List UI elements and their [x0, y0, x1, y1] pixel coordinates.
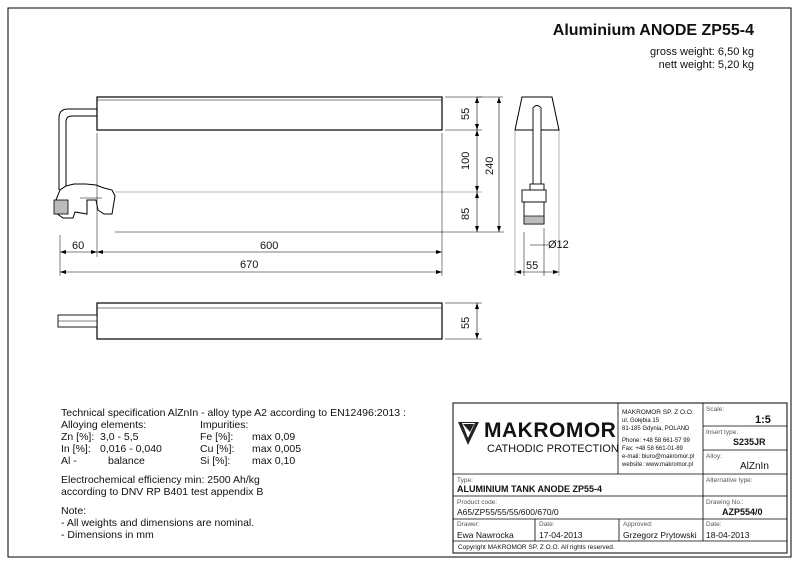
- approval-date-value: 18-04-2013: [706, 530, 750, 540]
- anode-body: [97, 97, 442, 130]
- note-title: Note:: [61, 505, 87, 517]
- type-label: Type:: [457, 477, 473, 484]
- alloy-element: Zn [%]:: [61, 431, 95, 443]
- date-label: Date:: [539, 521, 555, 528]
- dim-diameter-12: Ø12: [548, 239, 569, 251]
- alloy-value: 3,0 - 5,5: [100, 431, 139, 443]
- alloy-label: Alloy:: [706, 453, 722, 460]
- type-value: ALUMINIUM TANK ANODE ZP55-4: [457, 484, 603, 494]
- drawing-title: Aluminium ANODE ZP55-4: [552, 22, 754, 39]
- brand-subtitle: CATHODIC PROTECTION: [487, 443, 619, 455]
- impurity-value: max 0,10: [252, 455, 296, 467]
- company-phone: Phone: +48 58 661-57 99: [622, 438, 690, 444]
- spec-line: Technical specification AlZnIn - alloy type A2 according to EN12496:2013 :: [61, 407, 406, 419]
- front-view: [54, 97, 504, 276]
- approved-value: Grzegorz Prytowski: [623, 530, 697, 540]
- drawing-no-value: AZP554/0: [722, 507, 763, 517]
- nett-weight: nett weight: 5,20 kg: [658, 59, 754, 71]
- company-name: MAKROMOR SP. Z O.O.: [622, 409, 694, 416]
- impurity-element: Si [%]:: [200, 455, 231, 467]
- impurity-element: Cu [%]:: [200, 443, 235, 455]
- impurity-value: max 0,005: [252, 443, 302, 455]
- product-code-value: A65/ZP55/55/55/600/670/0: [457, 507, 559, 517]
- alloy-element: In [%]:: [61, 443, 91, 455]
- drawer-value: Ewa Nawrocka: [457, 530, 514, 540]
- copyright: Copyright MAKROMOR SP. Z O.O. All rights reserved.: [458, 544, 615, 551]
- alloy-value: AlZnIn: [740, 461, 769, 472]
- dim-670: 670: [240, 259, 259, 271]
- dim-100: 100: [460, 151, 472, 170]
- dim-55-top: 55: [460, 107, 472, 120]
- alloy-value: 0,016 - 0,040: [100, 443, 162, 455]
- alloy-element: Al -: [61, 455, 77, 467]
- alternative-type-label: Alternative type:: [706, 477, 753, 484]
- product-code-label: Product code:: [457, 499, 498, 506]
- insert-type-label: Insert type:: [706, 429, 739, 436]
- alloying-heading: Alloying elements:: [61, 419, 147, 431]
- company-fax: Fax: +48 58 661-01-89: [622, 446, 683, 452]
- dim-60: 60: [72, 240, 85, 252]
- alloy-value: balance: [108, 455, 145, 467]
- drawing-no-label: Drawing No.:: [706, 499, 744, 506]
- efficiency-standard: according to DNV RP B401 test appendix B: [61, 486, 264, 498]
- insert-rod: [59, 109, 97, 190]
- dim-600: 600: [260, 240, 279, 252]
- scale-label: Scale:: [706, 406, 725, 413]
- dim-55-side: 55: [526, 260, 539, 272]
- top-body: [97, 303, 442, 339]
- dim-55-bottom: 55: [460, 316, 472, 329]
- brand-name: MAKROMOR: [484, 419, 617, 442]
- dim-240: 240: [484, 156, 496, 175]
- company-city: 81-185 Gdynia, POLAND: [622, 426, 690, 432]
- company-website: website: www.makromor.pl: [622, 462, 694, 468]
- insert-type-value: S235JR: [733, 437, 766, 447]
- company-street: ul. Gołębia 15: [622, 418, 660, 424]
- top-view: [58, 303, 482, 339]
- drawer-label: Drawer:: [457, 521, 480, 528]
- impurity-element: Fe [%]:: [200, 431, 234, 443]
- scale-value: 1:5: [755, 414, 771, 426]
- note-item: - Dimensions in mm: [61, 529, 154, 541]
- date-value: 17-04-2013: [539, 530, 583, 540]
- approval-date-label: Date:: [706, 521, 722, 528]
- note-item: - All weights and dimensions are nominal.: [61, 517, 255, 529]
- bolt: [54, 200, 68, 214]
- impurity-value: max 0,09: [252, 431, 296, 443]
- efficiency-line: Electrochemical efficiency min: 2500 Ah/kg: [61, 474, 260, 486]
- makromor-logo-icon: [458, 422, 479, 445]
- company-email: e-mail: biuro@makromor.pl: [622, 454, 695, 460]
- dim-85: 85: [460, 207, 472, 220]
- impurities-heading: Impurities:: [200, 419, 249, 431]
- approved-label: Approved:: [623, 521, 653, 528]
- gross-weight: gross weight: 6,50 kg: [650, 46, 754, 58]
